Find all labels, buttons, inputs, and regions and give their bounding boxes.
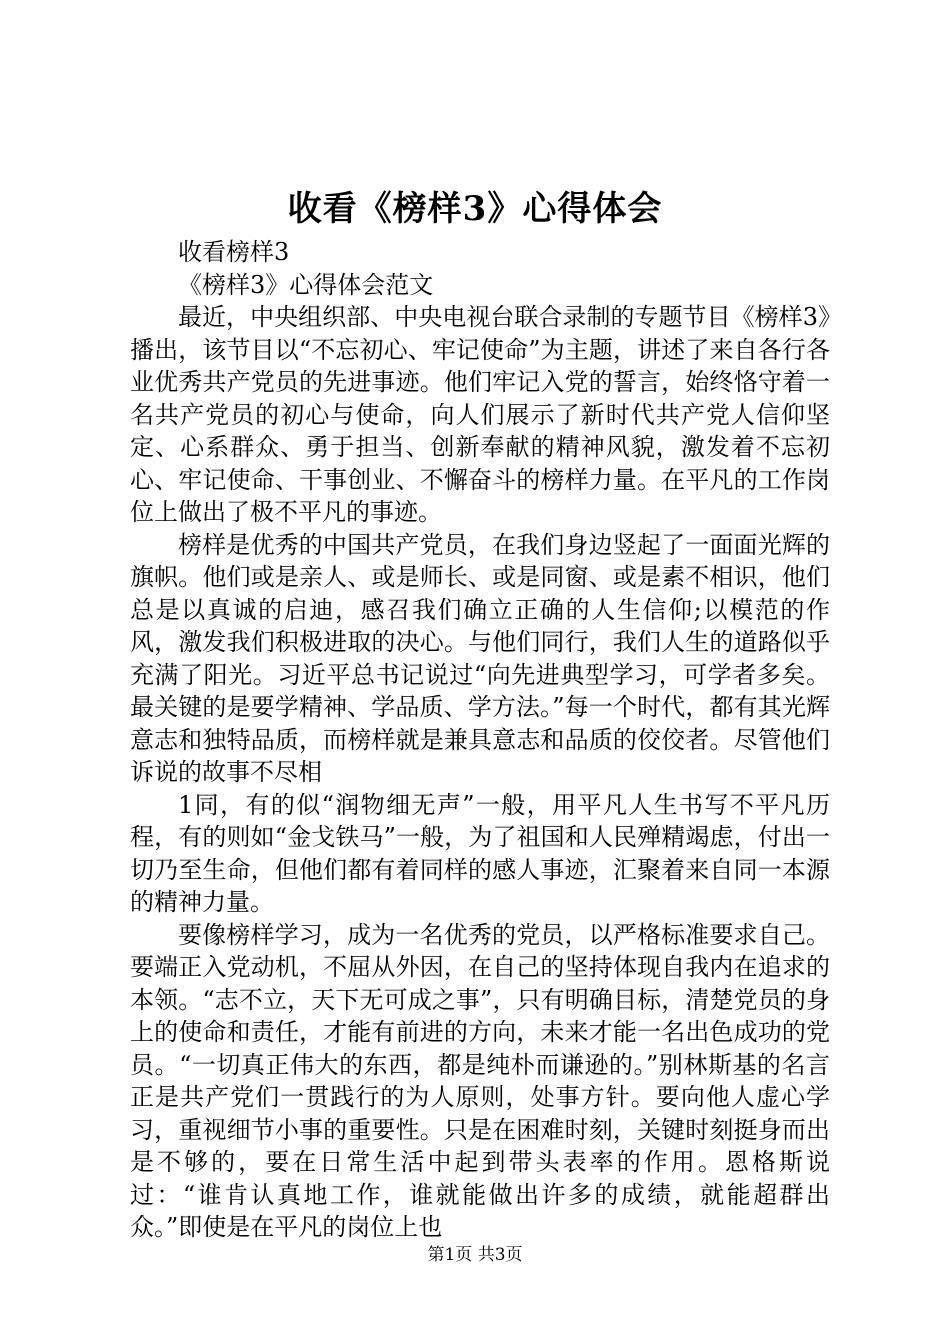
paragraph-spirit: 1同，有的似“润物细无声”一般，用平凡人生书写不平凡历程，有的则如“金戈铁马”一般，为了祖国和人民殚精竭虑，付出一切乃至生命，但他们都有着同样的感人事迹，汇聚着来自同一本源的精神力量。 [130, 790, 830, 916]
paragraph-subtitle-2: 《榜样3》心得体会范文 [178, 270, 434, 299]
page-footer: 第1页 共3页 [427, 1245, 523, 1265]
paragraph-intro: 最近，中央组织部、中央电视台联合录制的专题节目《榜样3》播出，该节目以“不忘初心、牢记使命”为主题，讲述了来自各行各业优秀共产党员的先进事迹。他们牢记入党的誓言，始终恪守着一名共产党员的初心与使命，向人们展示了新时代共产党人信仰坚定、心系群众、勇于担当、创新奉献的精神风貌，激发着不忘初心、牢记使命、干事创业、不懈奋斗的榜样力量。在平凡的工作岗位上做出了极不平凡的事迹。 [130, 303, 830, 526]
paragraph-subtitle-1: 收看榜样3 [178, 238, 290, 266]
paragraph-role-models: 榜样是优秀的中国共产党员，在我们身边竖起了一面面光辉的旗帜。他们或是亲人、或是师长、或是同窗、或是素不相识，他们总是以真诚的启迪，感召我们确立正确的人生信仰;以模范的作风，激发我们积极进取的决心。与他们同行，我们人生的道路似乎充满了阳光。习近平总书记说过“向先进典型学习，可学者多矣。最关键的是要学精神、学品质、学方法。”每一个时代，都有其光辉意志和独特品质，而榜样就是兼具意志和品质的佼佼者。尽管他们诉说的故事不尽相 [130, 530, 830, 786]
document-body [130, 236, 830, 1244]
paragraph-learning: 要像榜样学习，成为一名优秀的党员，以严格标准要求自己。要端正入党动机，不屈从外因，在自己的坚持体现自我内在追求的本领。“志不立，天下无可成之事”，只有明确目标，清楚党员的身上的使命和责任，才能有前进的方向，未来才能一名出色成功的党员。“一切真正伟大的东西，都是纯朴而谦逊的。”别林斯基的名言正是共产党们一贯践行的为人原则，处事方针。要向他人虚心学习，重视细节小事的重要性。只是在困难时刻，关键时刻挺身而出是不够的，要在日常生活中起到带头表率的作用。恩格斯说过：“谁肯认真地工作，谁就能做出许多的成绩，就能超群出众。”即使是在平凡的岗位上也 [130, 920, 830, 1241]
document-title: 收看《榜样3》心得体会 [287, 189, 663, 229]
